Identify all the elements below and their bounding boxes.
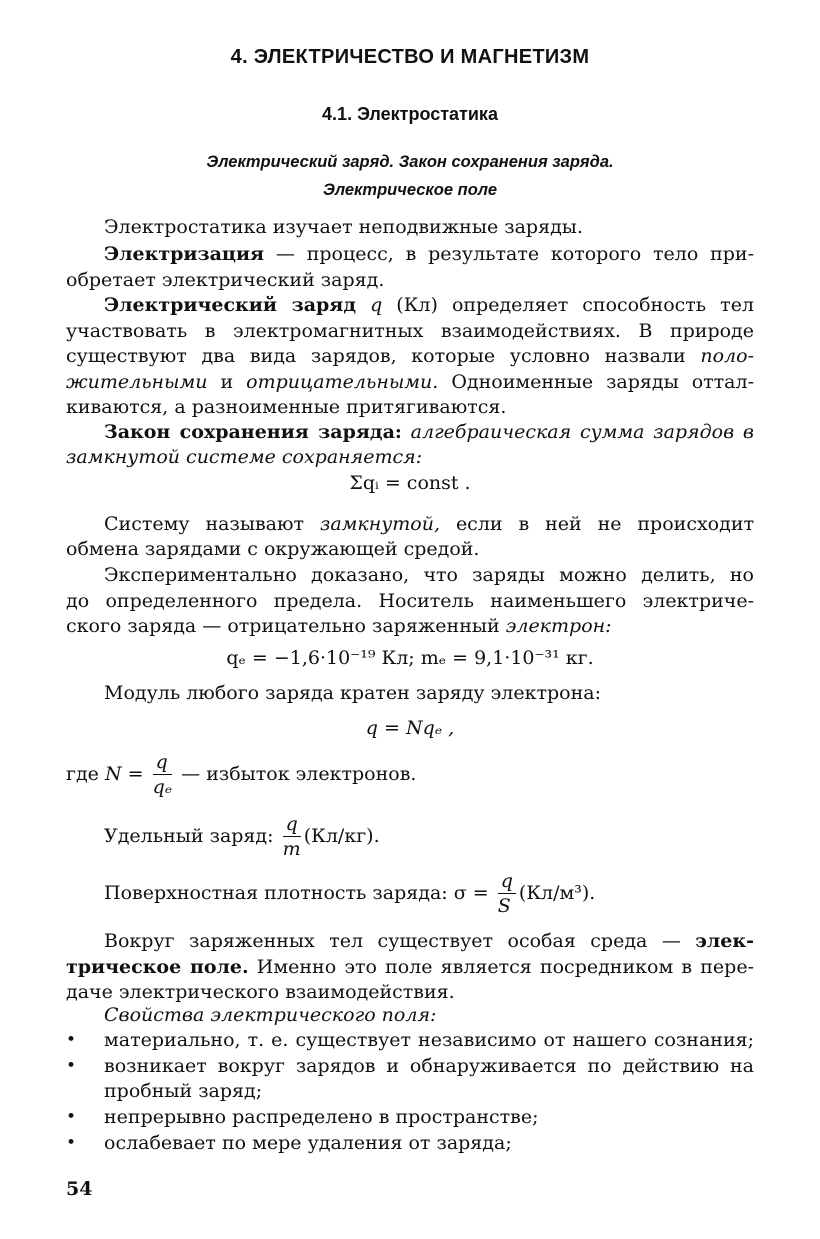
symbol-sigma: σ = [453,882,489,904]
text: где [66,763,99,785]
paragraph-experiment-l1: Экспериментально доказано, что заряды можно делить, но [104,564,754,586]
section-title: 4.1. Электростатика [322,104,498,124]
text: алгебраическая сумма зарядов в [410,421,754,443]
text: существуют два вида зарядов, которые условно назвали [66,345,686,367]
formula-multiple: q = Nqₑ , [365,717,455,739]
subsection-title-line1: Электрический заряд. Закон сохранения заряда. [206,153,614,171]
list-item: ослабевает по мере удаления от заряда; [104,1132,512,1154]
term-closed: замкнутой, [319,513,441,535]
text: Поверхностная плотность заряда: [104,882,448,904]
term-field: трическое поле. [66,956,249,978]
paragraph-experiment-l2: до определенного предела. Носитель наименьшего электриче- [66,590,754,612]
formula-electron: qₑ = −1,6·10⁻¹⁹ Кл; mₑ = 9,1·10⁻³¹ кг. [226,647,594,669]
paragraph-closed-l2: обмена зарядами с окружающей средой. [66,538,480,560]
subsection-title-line2: Электрическое поле [322,181,498,199]
paragraph-field-l2 [66,954,754,980]
numerator: q [153,753,173,775]
text: (Кл) определяет способность тел [396,294,755,316]
term-positive-end: жительными [66,371,208,393]
text: Удельный заряд: [104,825,274,847]
paragraph-charge-l5: киваются, а разноименные притягиваются. [66,396,507,418]
paragraph-intro: Электростатика изучает неподвижные заряды. [104,216,583,238]
symbol-n: N = [104,763,144,785]
term-positive: поло- [700,345,754,367]
formula-excess-electrons [66,746,754,802]
text: (Кл/м³). [518,882,596,904]
paragraph-charge-l3 [66,343,754,369]
list-item: непрерывно распределено в пространстве; [104,1106,539,1128]
fraction-q-over-s [498,872,516,916]
bullet-marker: • [66,1107,77,1127]
page-number: 54 [66,1178,93,1200]
text: — процесс, в результате которого тело при- [275,243,754,265]
fraction-q-over-m [283,815,301,859]
paragraph-field-l1 [104,928,754,954]
text: — избыток электронов. [181,763,417,785]
text: Систему называют [104,513,305,535]
paragraph-field-l3: даче электрического взаимодействия. [66,981,455,1003]
paragraph-charge-l2: участвовать в электромагнитных взаимодействиях. В природе [66,320,754,342]
list-item: материально, т. е. существует независимо от нашего сознания; [104,1029,754,1051]
text: Вокруг заряженных тел существует особая среда — [104,930,681,952]
numerator: q [283,815,301,837]
paragraph-experiment-l3 [66,613,754,639]
text: и [220,371,234,393]
numerator: q [498,872,516,894]
text: (Кл/кг). [303,825,380,847]
text: Именно это поле является посредником в пере- [256,956,754,978]
paragraph-charge-l1 [104,292,754,318]
list-item: возникает вокруг зарядов и обнаруживается по действию на [104,1055,754,1077]
denominator: S [497,895,511,917]
fraction-q-over-qe [153,753,173,797]
text: Одноименные заряды оттал- [451,371,754,393]
properties-heading: Свойства электрического поля: [104,1004,437,1026]
bullet-marker: • [66,1133,77,1153]
paragraph-charge-l4 [66,369,754,395]
text: если в ней не происходит [455,513,754,535]
chapter-title: 4. ЭЛЕКТРИЧЕСТВО И МАГНЕТИЗМ [230,46,590,68]
term-electrization: Электризация [104,243,265,265]
text: ского заряда — отрицательно заряженный [66,615,500,637]
bullet-marker: • [66,1056,77,1076]
subsection-title [66,148,754,204]
bullet-marker: • [66,1030,77,1050]
formula-conservation: Σqᵢ = const . [349,472,471,494]
symbol-q: q [370,294,383,316]
paragraph-law-l2: замкнутой системе сохраняется: [66,446,423,468]
term-field-start: элек- [695,930,754,952]
denominator: qₑ [152,776,173,798]
formula-surface-density [104,865,754,921]
paragraph-electrization-l2: обретает электрический заряд. [66,269,385,291]
term-negative: отрицательными. [246,371,439,393]
paragraph-electrization-l1 [104,241,754,267]
list-item-continuation: пробный заряд; [104,1080,263,1102]
term-charge: Электрический заряд [104,294,356,316]
paragraph-law-l1 [104,419,754,445]
denominator: m [282,838,301,860]
paragraph-multiple: Модуль любого заряда кратен заряду электрона: [104,682,601,704]
term-electron: электрон: [505,615,612,637]
formula-specific-charge [104,808,754,864]
paragraph-closed-l1 [104,511,754,537]
term-law: Закон сохранения заряда: [104,421,402,443]
